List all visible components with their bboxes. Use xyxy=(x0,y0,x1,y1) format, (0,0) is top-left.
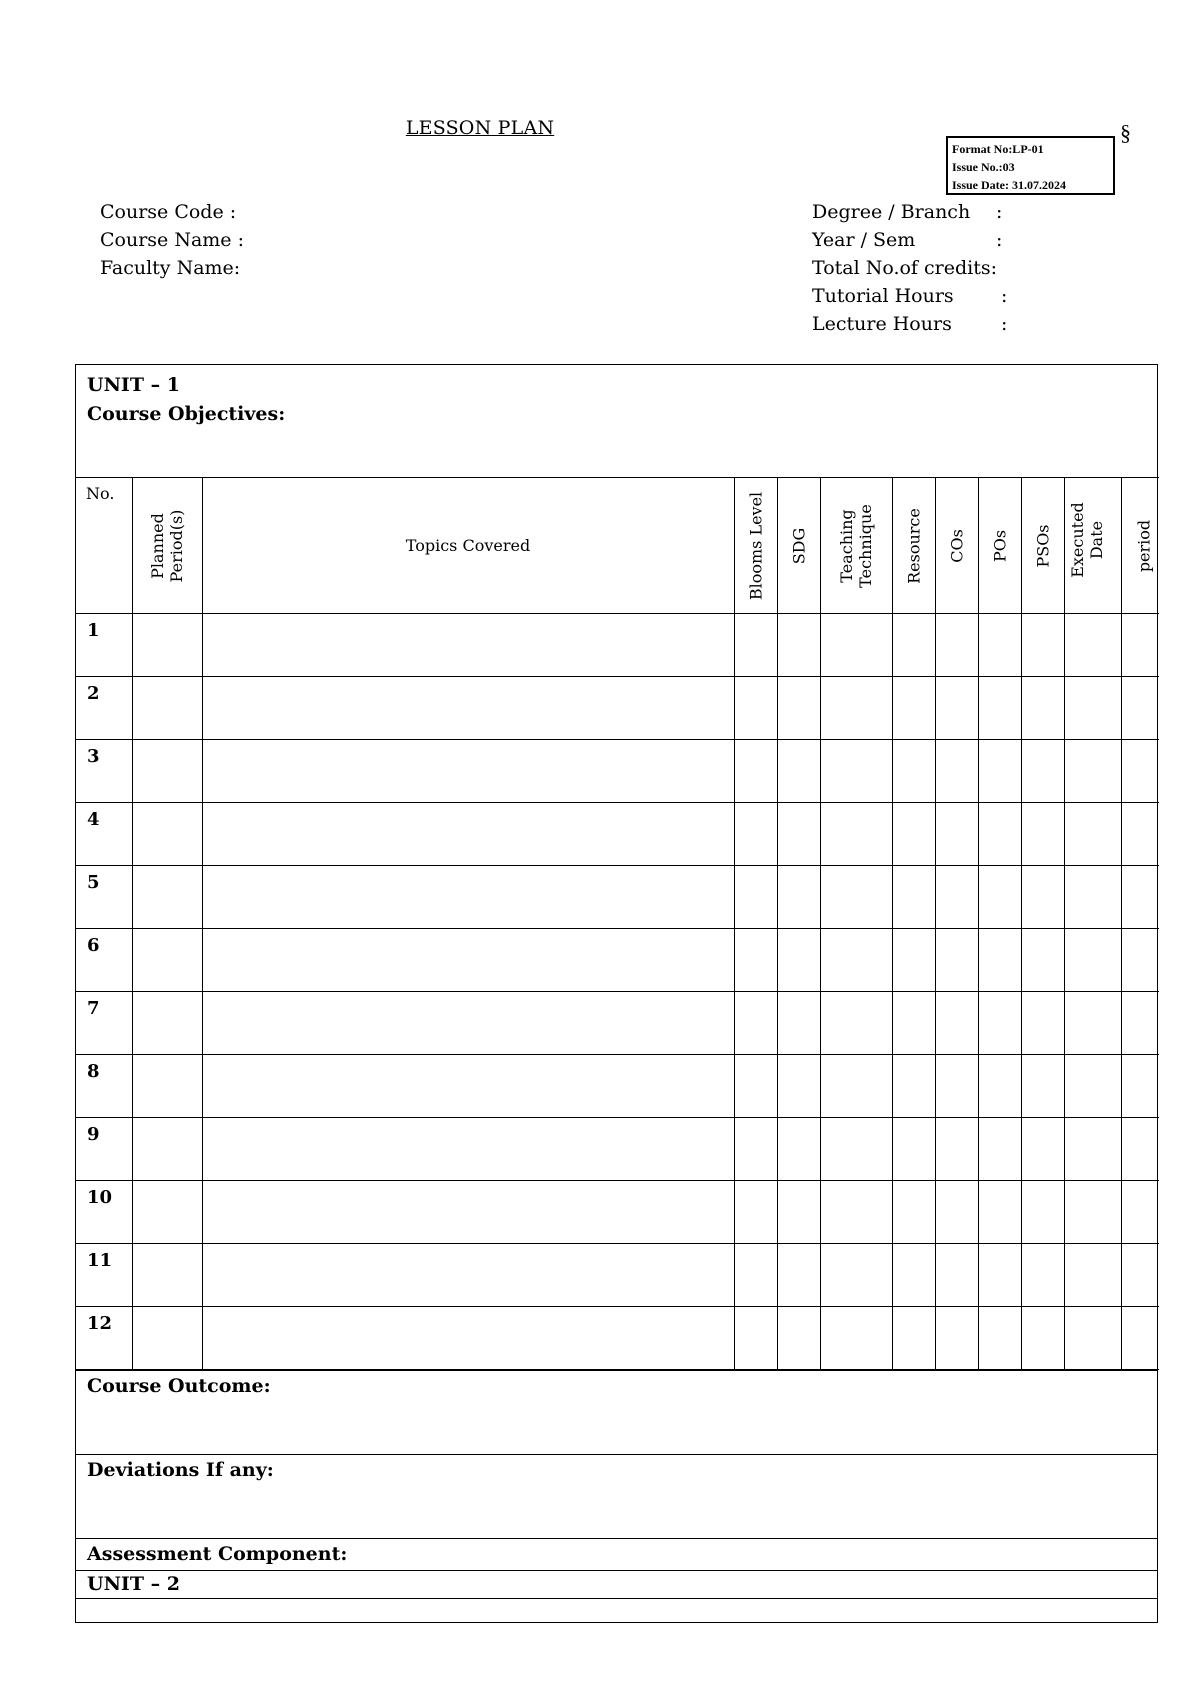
table-cell xyxy=(734,1055,777,1118)
table-cell xyxy=(935,1307,978,1370)
table-cell xyxy=(132,614,202,677)
row-number: 7 xyxy=(76,992,132,1055)
table-cell xyxy=(892,1244,935,1307)
course-code-label: Course Code : xyxy=(100,201,237,223)
table-cell xyxy=(777,992,820,1055)
table-cell xyxy=(777,866,820,929)
table-cell xyxy=(820,740,892,803)
table-cell xyxy=(132,992,202,1055)
table-cell xyxy=(820,929,892,992)
year-sem-label: Year / Sem xyxy=(812,229,916,251)
table-cell xyxy=(1021,866,1064,929)
table-cell xyxy=(777,614,820,677)
table-cell xyxy=(935,1118,978,1181)
pos-label: POs xyxy=(990,529,1009,562)
deviations-block xyxy=(76,1454,1157,1538)
table-row xyxy=(76,740,1159,803)
table-cell xyxy=(132,1181,202,1244)
col-header-pos xyxy=(978,478,1021,614)
table-cell xyxy=(1121,992,1159,1055)
table-row xyxy=(76,992,1159,1055)
format-info-box xyxy=(946,136,1115,195)
course-outcome-block xyxy=(76,1370,1157,1454)
table-cell xyxy=(202,614,734,677)
table-cell xyxy=(734,677,777,740)
table-cell xyxy=(892,1055,935,1118)
table-cell xyxy=(734,1181,777,1244)
period-label: period xyxy=(1134,519,1154,572)
col-header-psos xyxy=(1021,478,1064,614)
table-cell xyxy=(777,1118,820,1181)
col-header-sdg xyxy=(777,478,820,614)
table-row xyxy=(76,1055,1159,1118)
table-cell xyxy=(1064,1307,1121,1370)
course-objectives-label: Course Objectives: xyxy=(87,403,286,425)
table-cell xyxy=(1064,992,1121,1055)
table-cell xyxy=(202,1118,734,1181)
table-cell xyxy=(1121,929,1159,992)
unit-1-heading: UNIT – 1 xyxy=(87,374,180,396)
teaching-label: Teaching Technique xyxy=(837,503,875,588)
table-cell xyxy=(820,1118,892,1181)
table-cell xyxy=(1064,677,1121,740)
table-cell xyxy=(777,1307,820,1370)
table-cell xyxy=(202,803,734,866)
table-row xyxy=(76,614,1159,677)
table-cell xyxy=(978,803,1021,866)
unit-1-header xyxy=(76,365,1157,477)
table-row xyxy=(76,866,1159,929)
unit-1-section xyxy=(75,364,1158,1623)
table-cell xyxy=(892,803,935,866)
table-cell xyxy=(1021,992,1064,1055)
table-cell xyxy=(202,992,734,1055)
col-header-teaching xyxy=(820,478,892,614)
table-cell xyxy=(935,1244,978,1307)
table-cell xyxy=(202,1181,734,1244)
row-number: 10 xyxy=(76,1181,132,1244)
table-cell xyxy=(978,1181,1021,1244)
table-cell xyxy=(1064,803,1121,866)
table-cell xyxy=(1021,740,1064,803)
table-cell xyxy=(978,992,1021,1055)
table-cell xyxy=(734,614,777,677)
table-cell xyxy=(978,1244,1021,1307)
table-cell xyxy=(132,1307,202,1370)
table-cell xyxy=(1121,1244,1159,1307)
table-cell xyxy=(978,1055,1021,1118)
table-cell xyxy=(892,866,935,929)
table-cell xyxy=(820,866,892,929)
table-cell xyxy=(820,677,892,740)
table-cell xyxy=(978,740,1021,803)
table-cell xyxy=(202,740,734,803)
table-cell xyxy=(978,1118,1021,1181)
table-cell xyxy=(132,803,202,866)
table-cell xyxy=(132,1244,202,1307)
table-cell xyxy=(820,1181,892,1244)
resource-label: Resource xyxy=(904,507,923,584)
table-cell xyxy=(1064,1118,1121,1181)
table-cell xyxy=(1021,803,1064,866)
table-cell xyxy=(734,866,777,929)
table-body xyxy=(76,614,1159,1370)
table-cell xyxy=(202,1055,734,1118)
table-cell xyxy=(978,929,1021,992)
table-cell xyxy=(978,1307,1021,1370)
table-cell xyxy=(935,677,978,740)
table-cell xyxy=(892,992,935,1055)
table-cell xyxy=(777,1181,820,1244)
table-cell xyxy=(892,1181,935,1244)
page-title: LESSON PLAN xyxy=(405,117,555,139)
row-number: 3 xyxy=(76,740,132,803)
blooms-label: Blooms Level xyxy=(746,491,765,600)
table-cell xyxy=(892,614,935,677)
table-cell xyxy=(892,677,935,740)
row-number: 4 xyxy=(76,803,132,866)
row-number: 5 xyxy=(76,866,132,929)
credits-label: Total No.of credits: xyxy=(812,257,997,279)
table-cell xyxy=(1064,1181,1121,1244)
issue-number: Issue No.:03 xyxy=(952,160,1015,174)
table-cell xyxy=(1121,803,1159,866)
table-cell xyxy=(1021,1055,1064,1118)
table-cell xyxy=(1121,866,1159,929)
credits-row xyxy=(812,254,997,282)
table-cell xyxy=(820,1055,892,1118)
tutorial-hours-row xyxy=(812,282,1008,310)
table-row xyxy=(76,1244,1159,1307)
col-header-cos xyxy=(935,478,978,614)
row-number: 1 xyxy=(76,614,132,677)
table-cell xyxy=(978,677,1021,740)
tutorial-hours-colon: : xyxy=(1001,285,1008,307)
table-cell xyxy=(1021,929,1064,992)
table-row xyxy=(76,803,1159,866)
table-cell xyxy=(892,740,935,803)
table-cell xyxy=(1064,866,1121,929)
lecture-hours-label: Lecture Hours xyxy=(812,313,952,335)
table-cell xyxy=(1121,1181,1159,1244)
table-cell xyxy=(935,866,978,929)
table-cell xyxy=(734,740,777,803)
table-cell xyxy=(1121,1307,1159,1370)
table-cell xyxy=(132,1055,202,1118)
table-cell xyxy=(935,1181,978,1244)
unit-2-section xyxy=(75,1570,1158,1599)
course-info-left xyxy=(100,198,244,282)
col-header-planned xyxy=(132,478,202,614)
row-number: 12 xyxy=(76,1307,132,1370)
faculty-name-label: Faculty Name: xyxy=(100,257,241,279)
lecture-hours-colon: : xyxy=(1001,313,1008,335)
table-cell xyxy=(1021,1244,1064,1307)
table-cell xyxy=(132,866,202,929)
table-cell xyxy=(132,929,202,992)
row-number: 6 xyxy=(76,929,132,992)
table-cell xyxy=(1021,677,1064,740)
section-mark: § xyxy=(1120,120,1131,145)
table-row xyxy=(76,1307,1159,1370)
table-cell xyxy=(734,1244,777,1307)
row-number: 2 xyxy=(76,677,132,740)
table-cell xyxy=(935,803,978,866)
table-cell xyxy=(935,929,978,992)
lesson-plan-table xyxy=(76,477,1159,1370)
table-cell xyxy=(820,1244,892,1307)
table-cell xyxy=(202,677,734,740)
table-cell xyxy=(202,1244,734,1307)
col-header-blooms xyxy=(734,478,777,614)
table-cell xyxy=(820,1307,892,1370)
table-cell xyxy=(978,866,1021,929)
table-cell xyxy=(935,1055,978,1118)
table-cell xyxy=(734,929,777,992)
year-sem-colon: : xyxy=(996,229,1003,251)
table-cell xyxy=(1064,1244,1121,1307)
table-cell xyxy=(820,803,892,866)
table-cell xyxy=(1121,614,1159,677)
table-cell xyxy=(132,677,202,740)
row-number: 11 xyxy=(76,1244,132,1307)
table-cell xyxy=(1064,740,1121,803)
table-cell xyxy=(132,740,202,803)
table-cell xyxy=(1121,677,1159,740)
table-cell xyxy=(935,740,978,803)
table-cell xyxy=(777,1055,820,1118)
course-info-right xyxy=(812,198,1008,338)
deviations-label: Deviations If any: xyxy=(87,1459,274,1481)
degree-branch-colon: : xyxy=(996,201,1003,223)
course-name-label: Course Name : xyxy=(100,229,244,251)
degree-branch-row xyxy=(812,198,1003,226)
table-cell xyxy=(1064,929,1121,992)
table-cell xyxy=(892,1307,935,1370)
table-cell xyxy=(892,929,935,992)
year-sem-row xyxy=(812,226,1003,254)
table-cell xyxy=(202,866,734,929)
table-cell xyxy=(1021,1118,1064,1181)
col-header-executed xyxy=(1064,478,1121,614)
table-cell xyxy=(935,992,978,1055)
assessment-label: Assessment Component: xyxy=(87,1543,348,1565)
table-cell xyxy=(1064,614,1121,677)
table-cell xyxy=(1064,1055,1121,1118)
table-cell xyxy=(1121,1118,1159,1181)
table-row xyxy=(76,677,1159,740)
table-cell xyxy=(777,677,820,740)
col-header-period xyxy=(1121,478,1159,614)
table-cell xyxy=(777,929,820,992)
col-header-topics: Topics Covered xyxy=(202,478,734,614)
table-row xyxy=(76,1118,1159,1181)
table-cell xyxy=(777,803,820,866)
table-cell xyxy=(202,929,734,992)
row-number: 8 xyxy=(76,1055,132,1118)
unit-2-heading: UNIT – 2 xyxy=(87,1573,180,1595)
table-cell xyxy=(734,992,777,1055)
table-cell xyxy=(1121,1055,1159,1118)
table-cell xyxy=(202,1307,734,1370)
table-cell xyxy=(820,614,892,677)
course-outcome-label: Course Outcome: xyxy=(87,1375,271,1397)
table-cell xyxy=(820,992,892,1055)
table-cell xyxy=(1021,614,1064,677)
table-header-row xyxy=(76,478,1159,614)
table-cell xyxy=(1021,1181,1064,1244)
table-cell xyxy=(1121,740,1159,803)
table-cell xyxy=(978,614,1021,677)
table-cell xyxy=(892,1118,935,1181)
table-cell xyxy=(1021,1307,1064,1370)
table-cell xyxy=(734,803,777,866)
table-cell xyxy=(777,1244,820,1307)
tutorial-hours-label: Tutorial Hours xyxy=(812,285,954,307)
planned-label: Planned Period(s) xyxy=(148,509,186,582)
table-row xyxy=(76,929,1159,992)
degree-branch-label: Degree / Branch xyxy=(812,201,971,223)
cos-label: COs xyxy=(947,528,966,563)
row-number: 9 xyxy=(76,1118,132,1181)
executed-label: Executed Date xyxy=(1067,502,1106,578)
table-cell xyxy=(777,740,820,803)
sdg-label: SDG xyxy=(789,527,808,564)
col-header-resource xyxy=(892,478,935,614)
format-number: Format No:LP-01 xyxy=(952,142,1044,156)
table-cell xyxy=(734,1118,777,1181)
issue-date: Issue Date: 31.07.2024 xyxy=(952,178,1066,192)
table-cell xyxy=(734,1307,777,1370)
table-cell xyxy=(935,614,978,677)
col-header-no: No. xyxy=(76,478,132,614)
table-cell xyxy=(132,1118,202,1181)
lecture-hours-row xyxy=(812,310,1008,338)
psos-label: PSOs xyxy=(1033,523,1052,568)
table-row xyxy=(76,1181,1159,1244)
